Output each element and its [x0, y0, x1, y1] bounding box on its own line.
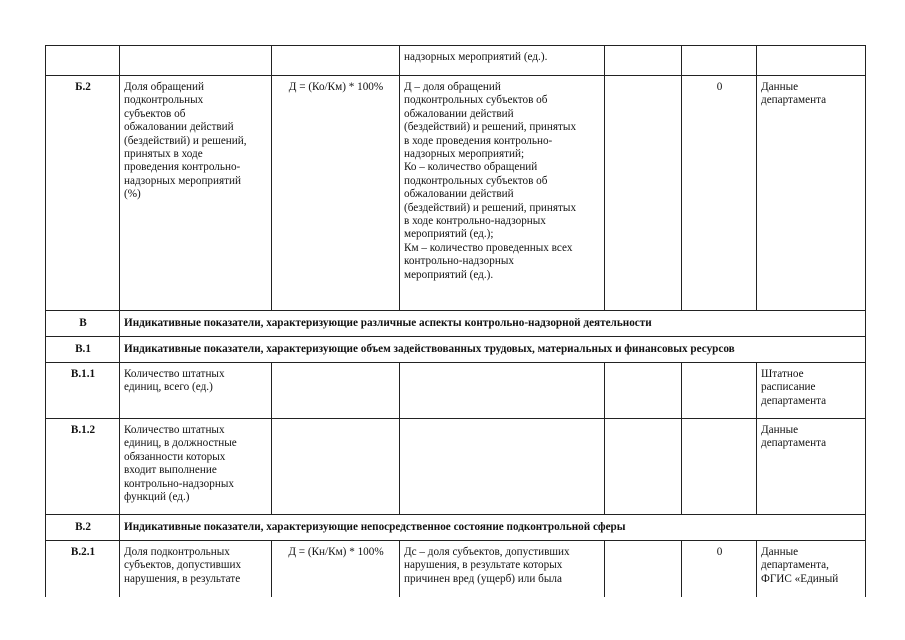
section-code: В.1	[46, 337, 120, 363]
formula-cell	[272, 46, 400, 76]
description-cell	[400, 363, 605, 419]
name-cell	[120, 46, 272, 76]
code-cell: Б.2	[46, 76, 120, 311]
code-cell	[46, 46, 120, 76]
source-cell	[757, 46, 866, 76]
empty-cell	[605, 76, 682, 311]
table-row	[46, 419, 866, 515]
formula-cell: Д = (Кн/Км) * 100%	[272, 541, 400, 597]
empty-cell	[605, 363, 682, 419]
name-cell: Количество штатных единиц, всего (ед.)	[120, 363, 272, 419]
source-cell: Данные департамента, ФГИС «Единый	[757, 541, 866, 597]
table-row	[46, 76, 866, 311]
description-cell: Дс – доля субъектов, допустивших нарушения, в результате которых причинен вред (ущерб) или была	[400, 541, 605, 597]
source-cell: Данные департамента	[757, 76, 866, 311]
source-cell: Данные департамента	[757, 419, 866, 515]
target-cell	[682, 419, 757, 515]
name-cell: Доля подконтрольных субъектов, допустивших нарушения, в результате	[120, 541, 272, 597]
indicators-table	[45, 45, 866, 597]
code-cell: В.1.1	[46, 363, 120, 419]
formula-cell: Д = (Ко/Км) * 100%	[272, 76, 400, 311]
table-row	[46, 46, 866, 76]
section-title: Индикативные показатели, характеризующие объем задействованных трудовых, материальных и финансовых ресурсов	[120, 337, 866, 363]
formula-cell	[272, 363, 400, 419]
name-cell: Доля обращений подконтрольных субъектов об обжаловании действий (бездействий) и решений, принятых в ходе проведения контрольно- надзорных мероприятий (%)	[120, 76, 272, 311]
section-title: Индикативные показатели, характеризующие непосредственное состояние подконтрольной сферы	[120, 515, 866, 541]
source-cell: Штатное расписание департамента	[757, 363, 866, 419]
section-row	[46, 311, 866, 337]
description-cell: Д – доля обращений подконтрольных субъектов об обжаловании действий (бездействий) и решений, принятых в ходе проведения контрольно- надзорных мероприятий; Ко – количество обращений подконтрольных субъектов об обжаловании действий (бездействий) и решений, принятых в ходе контрольно-надзорных мероприятий (ед.); Км – количество проведенных всех контрольно-надзорных мероприятий (ед.).	[400, 76, 605, 311]
empty-cell	[605, 46, 682, 76]
target-cell: 0	[682, 76, 757, 311]
section-title: Индикативные показатели, характеризующие различные аспекты контрольно-надзорной деятельности	[120, 311, 866, 337]
code-cell: В.2.1	[46, 541, 120, 597]
target-cell	[682, 46, 757, 76]
empty-cell	[605, 541, 682, 597]
description-cell	[400, 419, 605, 515]
section-row	[46, 515, 866, 541]
table-row	[46, 541, 866, 597]
table-row	[46, 363, 866, 419]
target-cell: 0	[682, 541, 757, 597]
name-cell: Количество штатных единиц, в должностные обязанности которых входит выполнение контрольно-надзорных функций (ед.)	[120, 419, 272, 515]
description-cell: надзорных мероприятий (ед.).	[400, 46, 605, 76]
section-code: В.2	[46, 515, 120, 541]
target-cell	[682, 363, 757, 419]
section-row	[46, 337, 866, 363]
code-cell: В.1.2	[46, 419, 120, 515]
empty-cell	[605, 419, 682, 515]
section-code: В	[46, 311, 120, 337]
formula-cell	[272, 419, 400, 515]
